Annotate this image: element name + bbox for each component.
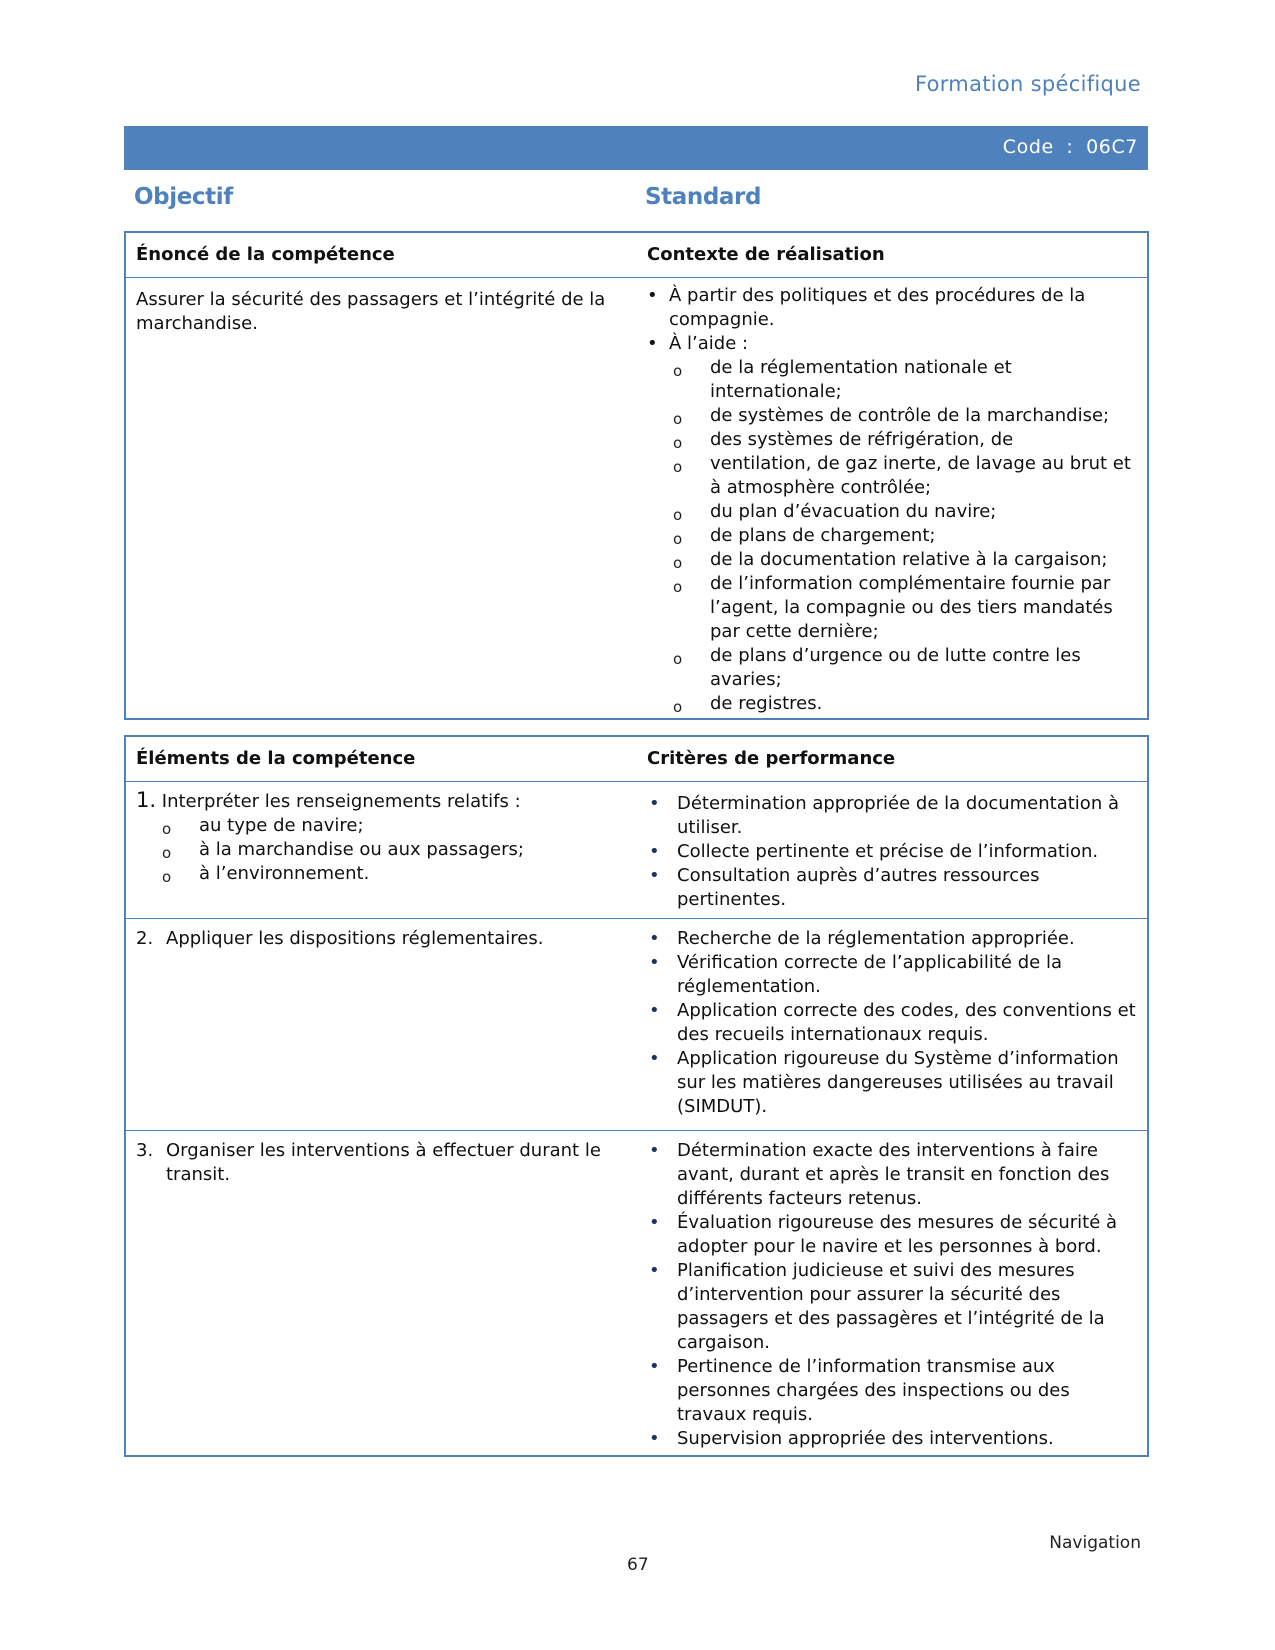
bullet-icon: •	[649, 928, 660, 949]
criteria-cell	[637, 782, 1147, 918]
list-item: • Détermination exacte des interventions à faire avant, durant et après le transit en fonction des différents facteurs retenus.	[649, 1140, 1110, 1209]
table-row	[126, 919, 1147, 1131]
list-item: • Détermination appropriée de la documentation à utiliser.	[649, 793, 1119, 838]
element-number: 1.	[136, 788, 157, 812]
list-item: o de l’information complémentaire fournie par l’agent, la compagnie ou des tiers mandatés par cette dernière;	[673, 573, 1113, 642]
list-item: • Pertinence de l’information transmise aux personnes chargées des inspections ou des travaux requis.	[649, 1356, 1070, 1425]
code-value: 06C7	[1086, 136, 1138, 158]
bullet-icon: •	[649, 1428, 660, 1449]
header-enonce: Énoncé de la compétence	[136, 244, 395, 265]
section-title-objectif: Objectif	[134, 184, 233, 210]
criteria-list	[647, 792, 1137, 912]
element-cell	[126, 782, 637, 918]
circle-bullet-icon: o	[673, 506, 683, 524]
circle-bullet-icon: o	[673, 554, 683, 572]
list-item: o du plan d’évacuation du navire;	[647, 500, 1137, 524]
circle-bullet-icon: o	[673, 410, 683, 428]
list-item: o au type de navire;	[136, 814, 627, 838]
circle-bullet-icon: o	[162, 844, 172, 862]
bullet-icon: •	[649, 1000, 660, 1021]
list-item: • Supervision appropriée des interventions.	[649, 1428, 1054, 1449]
footer-program: Navigation	[1049, 1533, 1141, 1553]
list-item: o ventilation, de gaz inerte, de lavage au brut et à atmosphère contrôlée;	[673, 453, 1131, 498]
header-contexte: Contexte de réalisation	[647, 244, 885, 265]
elements-table	[124, 735, 1149, 1457]
criteria-list	[647, 1139, 1137, 1451]
bullet-icon: •	[649, 793, 660, 814]
competence-table	[124, 231, 1149, 720]
criteria-cell	[637, 1131, 1147, 1455]
competence-table-header	[126, 233, 1147, 278]
list-item: o des systèmes de réfrigération, de	[647, 428, 1137, 452]
bullet-icon: •	[649, 1356, 660, 1377]
circle-bullet-icon: o	[162, 868, 172, 886]
element-cell	[126, 1131, 637, 1455]
context-sublist	[647, 356, 1137, 716]
list-item: • À l’aide :	[647, 333, 749, 354]
circle-bullet-icon: o	[673, 650, 683, 668]
circle-bullet-icon: o	[673, 530, 683, 548]
list-item: • Planification judicieuse et suivi des mesures d’intervention pour assurer la sécurité des passagers et des passagères et l’intégrité de la cargaison.	[649, 1260, 1105, 1353]
list-item: o de systèmes de contrôle de la marchandise;	[647, 404, 1137, 428]
enonce-text: Assurer la sécurité des passagers et l’intégrité de la marchandise.	[136, 289, 606, 334]
element-number: 3.	[136, 1140, 154, 1161]
circle-bullet-icon: o	[673, 434, 683, 452]
bullet-icon: •	[649, 1140, 660, 1161]
header-criteres: Critères de performance	[647, 748, 896, 769]
code-bar	[124, 126, 1148, 170]
page-header-title: Formation spécifique	[914, 72, 1141, 96]
criteria-cell	[637, 919, 1147, 1130]
bullet-icon: •	[649, 952, 660, 973]
elements-table-header	[126, 737, 1147, 782]
competence-table-body	[126, 278, 1147, 718]
circle-bullet-icon: o	[673, 458, 683, 476]
element-title: 3. Organiser les interventions à effectuer durant le transit.	[136, 1140, 601, 1185]
circle-bullet-icon: o	[673, 578, 683, 596]
bullet-icon: •	[649, 1048, 660, 1069]
list-item: • Collecte pertinente et précise de l’information.	[649, 841, 1099, 862]
table-row	[126, 1131, 1147, 1455]
bullet-icon: •	[647, 285, 658, 306]
contexte-cell	[637, 278, 1147, 718]
bullet-icon: •	[649, 865, 660, 886]
list-item: • Recherche de la réglementation appropriée.	[649, 928, 1075, 949]
bullet-icon: •	[647, 333, 658, 354]
bullet-icon: •	[649, 1260, 660, 1281]
list-item: • Vérification correcte de l’applicabilité de la réglementation.	[649, 952, 1062, 997]
section-title-standard: Standard	[645, 184, 762, 210]
bullet-icon: •	[649, 1212, 660, 1233]
bullet-icon: •	[649, 841, 660, 862]
criteria-list	[647, 927, 1137, 1119]
code-text	[1003, 136, 1138, 158]
list-item: • Application correcte des codes, des conventions et des recueils internationaux requis.	[649, 1000, 1136, 1045]
list-item: • À partir des politiques et des procédures de la compagnie.	[647, 285, 1086, 330]
list-item: o de plans de chargement;	[647, 524, 1137, 548]
element-cell	[126, 919, 637, 1130]
element-title: 2. Appliquer les dispositions réglementaires.	[136, 928, 544, 949]
element-sublist	[136, 814, 627, 886]
list-item: o de registres.	[647, 692, 1137, 716]
element-number: 2.	[136, 928, 154, 949]
list-item: • Consultation auprès d’autres ressources pertinentes.	[649, 865, 1040, 910]
list-item: o de plans d’urgence ou de lutte contre les avaries;	[673, 645, 1081, 690]
header-elements: Éléments de la compétence	[136, 748, 416, 769]
list-item: o à l’environnement.	[136, 862, 627, 886]
list-item: • Évaluation rigoureuse des mesures de sécurité à adopter pour le navire et les personnes à bord.	[649, 1212, 1118, 1257]
list-item: o de la réglementation nationale et internationale;	[673, 357, 1012, 402]
page-number: 67	[627, 1555, 649, 1575]
table-row	[126, 782, 1147, 919]
element-title: 1. Interpréter les renseignements relatifs :	[136, 788, 521, 812]
code-label: Code :	[1002, 136, 1074, 158]
context-list	[647, 284, 1137, 356]
list-item: o à la marchandise ou aux passagers;	[136, 838, 627, 862]
circle-bullet-icon: o	[162, 820, 172, 838]
list-item: • Application rigoureuse du Système d’information sur les matières dangereuses utilisées au travail (SIMDUT).	[649, 1048, 1119, 1117]
circle-bullet-icon: o	[673, 698, 683, 716]
circle-bullet-icon: o	[673, 362, 683, 380]
list-item: o de la documentation relative à la cargaison;	[647, 548, 1137, 572]
